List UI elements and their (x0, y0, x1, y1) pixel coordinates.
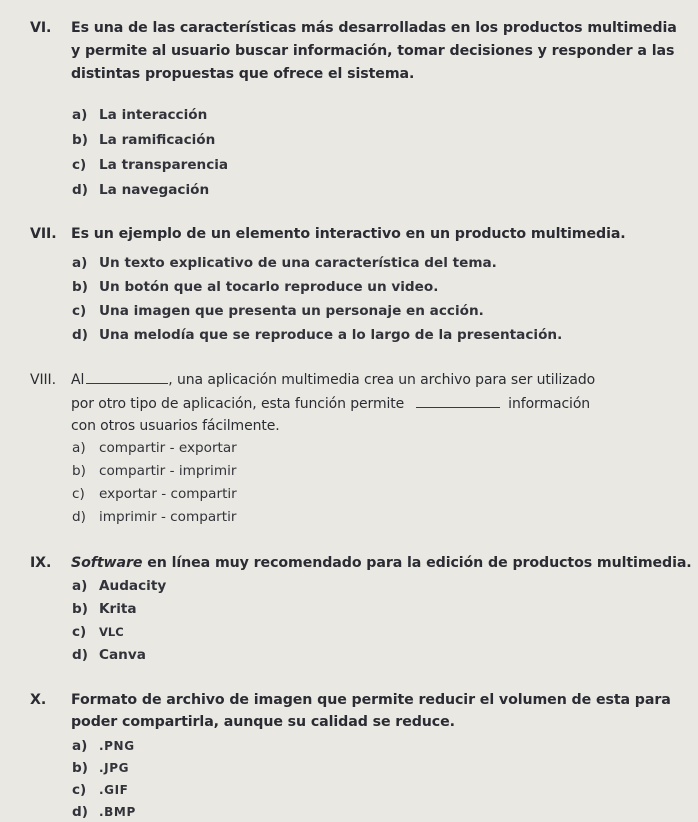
option-letter: d) (72, 647, 88, 663)
option-a[interactable] (72, 736, 135, 756)
option-text: .JPG (99, 761, 130, 775)
option-text: Una melodía que se reproduce a lo largo de la presentación. (99, 327, 563, 343)
option-b[interactable] (72, 461, 236, 481)
option-letter: b) (72, 279, 88, 295)
question-number: VI. (30, 20, 52, 36)
option-c[interactable] (72, 155, 228, 175)
option-b[interactable] (72, 130, 215, 150)
option-b[interactable] (72, 758, 129, 778)
option-letter: c) (72, 303, 87, 319)
option-letter: b) (72, 760, 88, 776)
option-d[interactable] (72, 645, 146, 665)
option-a[interactable] (72, 105, 207, 125)
option-letter: a) (72, 738, 88, 754)
option-d[interactable] (72, 507, 236, 527)
option-c[interactable] (72, 301, 484, 321)
option-text: La ramificación (99, 132, 216, 148)
question-text-line: y permite al usuario buscar información, tomar decisiones y responder a las (71, 43, 675, 59)
question-text-line (71, 394, 590, 414)
question-text: , una aplicación multimedia crea un archivo para ser utilizado (168, 372, 596, 388)
option-text: Audacity (99, 578, 167, 594)
option-letter: d) (72, 509, 86, 525)
option-letter: d) (72, 182, 88, 198)
option-text: exportar - compartir (99, 486, 237, 502)
option-letter: b) (72, 463, 86, 479)
option-letter: b) (72, 132, 88, 148)
option-text: VLC (99, 625, 124, 639)
option-a[interactable] (72, 253, 497, 273)
option-letter: c) (72, 157, 87, 173)
answer-blank[interactable] (86, 371, 168, 384)
option-text: compartir - exportar (99, 440, 237, 456)
option-a[interactable] (72, 438, 237, 458)
question-text-line: distintas propuestas que ofrece el sistema. (71, 66, 415, 82)
question-text-line: Formato de archivo de imagen que permite reducir el volumen de esta para (71, 692, 671, 708)
question-text-line: Es una de las características más desarrolladas en los productos multimedia (71, 20, 677, 36)
option-text: La navegación (99, 182, 210, 198)
option-c[interactable] (72, 484, 237, 504)
option-letter: d) (72, 327, 88, 343)
option-text: La transparencia (99, 157, 229, 173)
question-text: información (508, 396, 591, 412)
question-text-line (71, 370, 595, 390)
option-d[interactable] (72, 325, 562, 345)
question-text-line: con otros usuarios fácilmente. (71, 418, 280, 434)
option-d[interactable] (72, 802, 136, 822)
question-number: IX. (30, 555, 52, 571)
option-text: Canva (99, 647, 146, 663)
option-text: imprimir - compartir (99, 509, 237, 525)
question-text-italic: Software (71, 555, 143, 571)
option-letter: a) (72, 440, 86, 456)
option-text: Un botón que al tocarlo reproduce un video. (99, 279, 439, 295)
option-letter: c) (72, 782, 87, 798)
option-text: Krita (99, 601, 137, 617)
option-text: Una imagen que presenta un personaje en acción. (99, 303, 484, 319)
option-c[interactable] (72, 780, 128, 800)
question-text: Al (71, 372, 85, 388)
option-letter: a) (72, 107, 88, 123)
option-letter: c) (72, 624, 87, 640)
question-text-line: Es un ejemplo de un elemento interactivo en un producto multimedia. (71, 226, 626, 242)
option-letter: b) (72, 601, 88, 617)
option-b[interactable] (72, 599, 137, 619)
option-text: .GIF (99, 783, 129, 797)
question-number: X. (30, 692, 47, 708)
option-d[interactable] (72, 180, 209, 200)
question-number: VIII. (30, 372, 56, 388)
question-text: en línea muy recomendado para la edición de productos multimedia. (142, 555, 692, 571)
option-b[interactable] (72, 277, 438, 297)
option-a[interactable] (72, 576, 166, 596)
option-c[interactable] (72, 622, 124, 642)
question-number: VII. (30, 226, 57, 242)
option-letter: d) (72, 804, 88, 820)
answer-blank[interactable] (416, 395, 500, 408)
question-text-line: poder compartirla, aunque su calidad se reduce. (71, 714, 455, 730)
option-letter: a) (72, 578, 88, 594)
option-letter: a) (72, 255, 88, 271)
option-text: compartir - imprimir (99, 463, 237, 479)
option-letter: c) (72, 486, 85, 502)
option-text: .PNG (99, 739, 135, 753)
question-text: por otro tipo de aplicación, esta función permite (71, 396, 405, 412)
option-text: Un texto explicativo de una característica del tema. (99, 255, 497, 271)
option-text: La interacción (99, 107, 208, 123)
question-text-line (71, 553, 692, 573)
option-text: .BMP (99, 805, 136, 819)
